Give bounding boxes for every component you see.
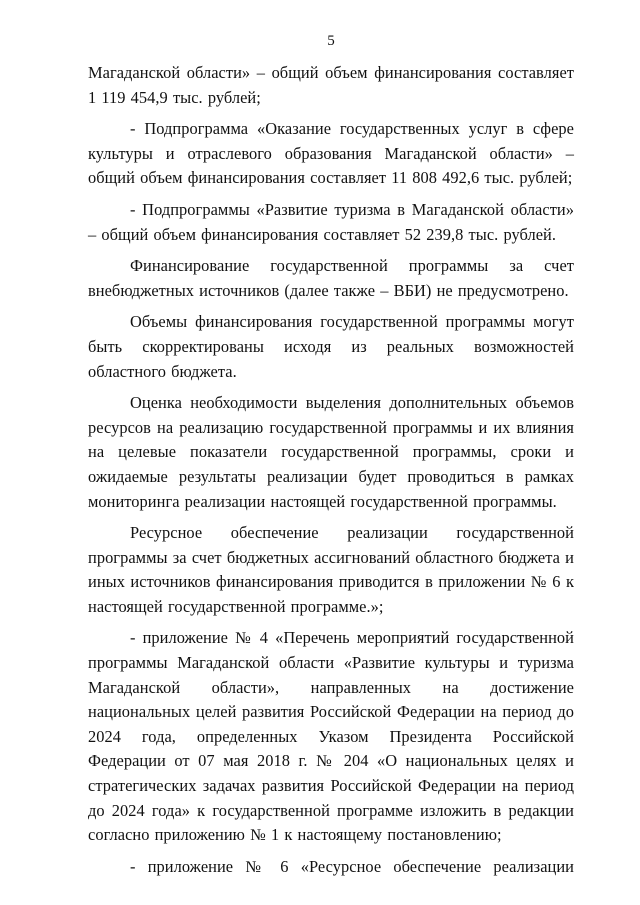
paragraph-3: - Подпрограммы «Развитие туризма в Магаданской области» – общий объем финансирования составляет 52 239,8 тыс. рублей.: [88, 199, 574, 244]
paragraph-2: - Подпрограмма «Оказание государственных услуг в сфере культуры и отраслевого образования Магаданской области» – общий объем финансирования составляет 11 808 492,6 тыс. рублей;: [88, 119, 574, 188]
paragraph-7: Ресурсное обеспечение реализации государственной программы за счет бюджетных ассигнований областного бюджета и иных источников финансирования приводится в приложении № 6 к настоящей государственной программе.»;: [88, 523, 574, 616]
paragraph-9: - приложение № 6 «Ресурсное обеспечение реализации: [130, 856, 574, 876]
paragraph-4: Финансирование государственной программы за счет внебюджетных источников (далее также – ВБИ) не предусмотрено.: [88, 256, 574, 300]
paragraph-6: Оценка необходимости выделения дополнительных объемов ресурсов на реализацию государственной программы и их влияния на целевые показатели государственной программы, сроки и ожидаемые результаты реализации будет проводиться в рамках мониторинга реализации настоящей государственной программы.: [88, 393, 574, 511]
page-number: 5: [327, 33, 335, 49]
paragraph-5: Объемы финансирования государственной программы могут быть скорректированы исходя из реальных возможностей областного бюджета.: [88, 312, 574, 381]
paragraph-8: - приложение № 4 «Перечень мероприятий государственной программы Магаданской области «Развитие культуры и туризма Магаданской области», направленных на достижение национальных целей развития Российской Федерации на период до 2024 года, определенных Указом Президента Российской Федерации от 07 мая 2018 г. № 204 «О национальных целях и стратегических задачах развития Российской Федерации на период до 2024 года» к государственной программе изложить в редакции согласно приложению № 1 к настоящему постановлению;: [88, 628, 574, 845]
paragraph-1: Магаданской области» – общий объем финансирования составляет 1 119 454,9 тыс. рублей;: [88, 63, 574, 107]
